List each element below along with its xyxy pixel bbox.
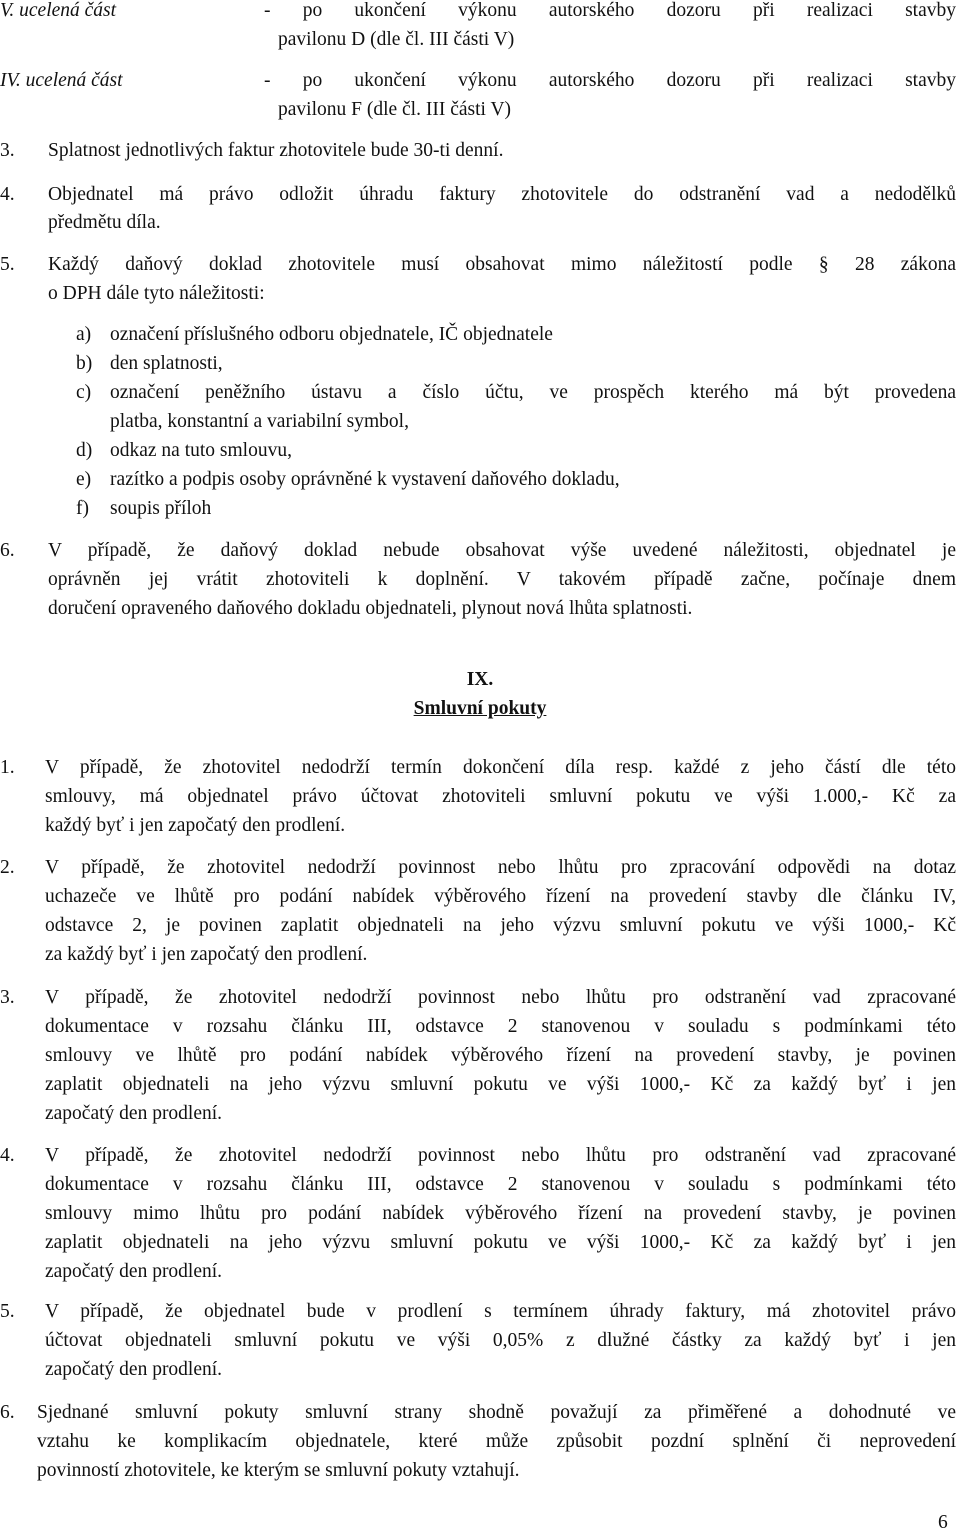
part-v-label: V. ucelená část [0, 0, 117, 21]
penalty-5-line-1: V případě, že objednatel bude v prodlení s termínem úhrady faktury, má zhotovitel právo [45, 1301, 956, 1322]
item-b-text: den splatnosti, [110, 353, 223, 374]
item-d-letter: d) [76, 440, 93, 461]
item-c-text2: platba, konstantní a variabilní symbol, [110, 411, 409, 432]
item-a-letter: a) [76, 324, 92, 345]
part-v-line1: - po ukončení výkonu autorského dozoru při realizaci stavby [264, 0, 956, 21]
penalty-4-line-1: V případě, že zhotovitel nedodrží povinnost nebo lhůtu pro odstranění vad zpracované [45, 1145, 956, 1166]
penalty-1-number: 1. [0, 757, 15, 778]
penalty-2-line-4: za každý byť i jen započatý den prodlení. [45, 944, 368, 965]
penalty-6-line-1: Sjednané smluvní pokuty smluvní strany shodně považují za přiměřené a dohodnuté ve [37, 1402, 956, 1423]
item-e-text: razítko a podpis osoby oprávněné k vystavení daňového dokladu, [110, 469, 620, 490]
penalty-3-line-3: smlouvy ve lhůtě pro podání nabídek výběrového řízení na provedení stavby, je povinen [45, 1045, 956, 1066]
penalty-2-number: 2. [0, 857, 15, 878]
penalty-3-line-2: dokumentace v rozsahu článku III, odstavce 2 stanovenou v souladu s podmínkami této [45, 1016, 956, 1037]
para-6-line1: V případě, že daňový doklad nebude obsahovat výše uvedené náležitosti, objednatel je [48, 540, 956, 561]
section-title-wrap [0, 694, 960, 723]
penalty-4-number: 4. [0, 1145, 15, 1166]
penalty-6-number: 6. [0, 1402, 15, 1423]
para-4-line2: předmětu díla. [48, 212, 161, 233]
para-3-text: Splatnost jednotlivých faktur zhotovitele bude 30-ti denní. [48, 140, 504, 161]
part-iv-label: IV. ucelená část [0, 70, 123, 91]
penalty-3-line-4: zaplatit objednateli na jeho výzvu smluvní pokutu ve výši 1000,- Kč za každý byť i jen [45, 1074, 956, 1095]
penalty-6-line-2: vztahu ke komplikacím objednatele, které může způsobit pozdní splnění či neprovedení [37, 1431, 956, 1452]
item-b-letter: b) [76, 353, 93, 374]
para-4-line1: Objednatel má právo odložit úhradu faktury zhotovitele do odstranění vad a nedodělků [48, 184, 956, 205]
item-c-text: označení peněžního ústavu a číslo účtu, ve prospěch kterého má být provedena [110, 382, 956, 403]
penalty-5-line-3: započatý den prodlení. [45, 1359, 223, 1380]
part-v-line2: pavilonu D (dle čl. III části V) [278, 29, 515, 50]
para-6-line3: doručení opraveného daňového dokladu objednateli, plynout nová lhůta splatnosti. [48, 598, 693, 619]
penalty-5-line-2: účtovat objednateli smluvní pokutu ve výši 0,05% z dlužné částky za každý byť i jen [45, 1330, 956, 1351]
penalty-4-line-4: zaplatit objednateli na jeho výzvu smluvní pokutu ve výši 1000,- Kč za každý byť i jen [45, 1232, 956, 1253]
section-number: IX. [466, 669, 494, 690]
item-c-letter: c) [76, 382, 92, 403]
section-title: Smluvní pokuty [413, 698, 547, 719]
penalty-3-number: 3. [0, 987, 15, 1008]
penalty-2-line-3: odstavce 2, je povinen zaplatit objednateli na jeho výzvu smluvní pokutu ve výši 1000,- Kč [45, 915, 956, 936]
penalty-1-line-1: V případě, že zhotovitel nedodrží termín dokončení díla resp. každé z jeho částí dle této [45, 757, 956, 778]
penalty-1-line-2: smlouvy, má objednatel právo účtovat zhotoviteli smluvní pokutu ve výši 1.000,- Kč za [45, 786, 956, 807]
penalty-5-number: 5. [0, 1301, 15, 1322]
penalty-1-line-3: každý byť i jen započatý den prodlení. [45, 815, 346, 836]
item-d-text: odkaz na tuto smlouvu, [110, 440, 292, 461]
part-iv-line1: - po ukončení výkonu autorského dozoru při realizaci stavby [264, 70, 956, 91]
para-4-number: 4. [0, 184, 15, 205]
penalty-4-line-2: dokumentace v rozsahu článku III, odstavce 2 stanovenou v souladu s podmínkami této [45, 1174, 956, 1195]
penalty-4-line-5: započatý den prodlení. [45, 1261, 223, 1282]
penalty-2-line-1: V případě, že zhotovitel nedodrží povinnost nebo lhůtu pro zpracování odpovědi na dotaz [45, 857, 956, 878]
page-number: 6 [938, 1512, 948, 1533]
para-3-number: 3. [0, 140, 15, 161]
penalty-3-line-5: započatý den prodlení. [45, 1103, 223, 1124]
para-6-number: 6. [0, 540, 15, 561]
item-f-text: soupis příloh [110, 498, 212, 519]
para-6-line2: oprávněn jej vrátit zhotoviteli k doplnění. V takovém případě začne, počínaje dnem [48, 569, 956, 590]
item-e-letter: e) [76, 469, 92, 490]
penalty-2-line-2: uchazeče ve lhůtě pro podání nabídek výběrového řízení na provedení stavby dle článku IV, [45, 886, 956, 907]
penalty-3-line-1: V případě, že zhotovitel nedodrží povinnost nebo lhůtu pro odstranění vad zpracované [45, 987, 956, 1008]
para-5-line2: o DPH dále tyto náležitosti: [48, 283, 265, 304]
item-f-letter: f) [76, 498, 89, 519]
para-5-number: 5. [0, 254, 15, 275]
para-5-line1: Každý daňový doklad zhotovitele musí obsahovat mimo náležitostí podle § 28 zákona [48, 254, 956, 275]
penalty-6-line-3: povinností zhotovitele, ke kterým se smluvní pokuty vztahují. [37, 1460, 520, 1481]
penalty-4-line-3: smlouvy mimo lhůtu pro podání nabídek výběrového řízení na provedení stavby, je povinen [45, 1203, 956, 1224]
item-a-text: označení příslušného odboru objednatele, IČ objednatele [110, 324, 553, 345]
part-iv-line2: pavilonu F (dle čl. III části V) [278, 99, 512, 120]
